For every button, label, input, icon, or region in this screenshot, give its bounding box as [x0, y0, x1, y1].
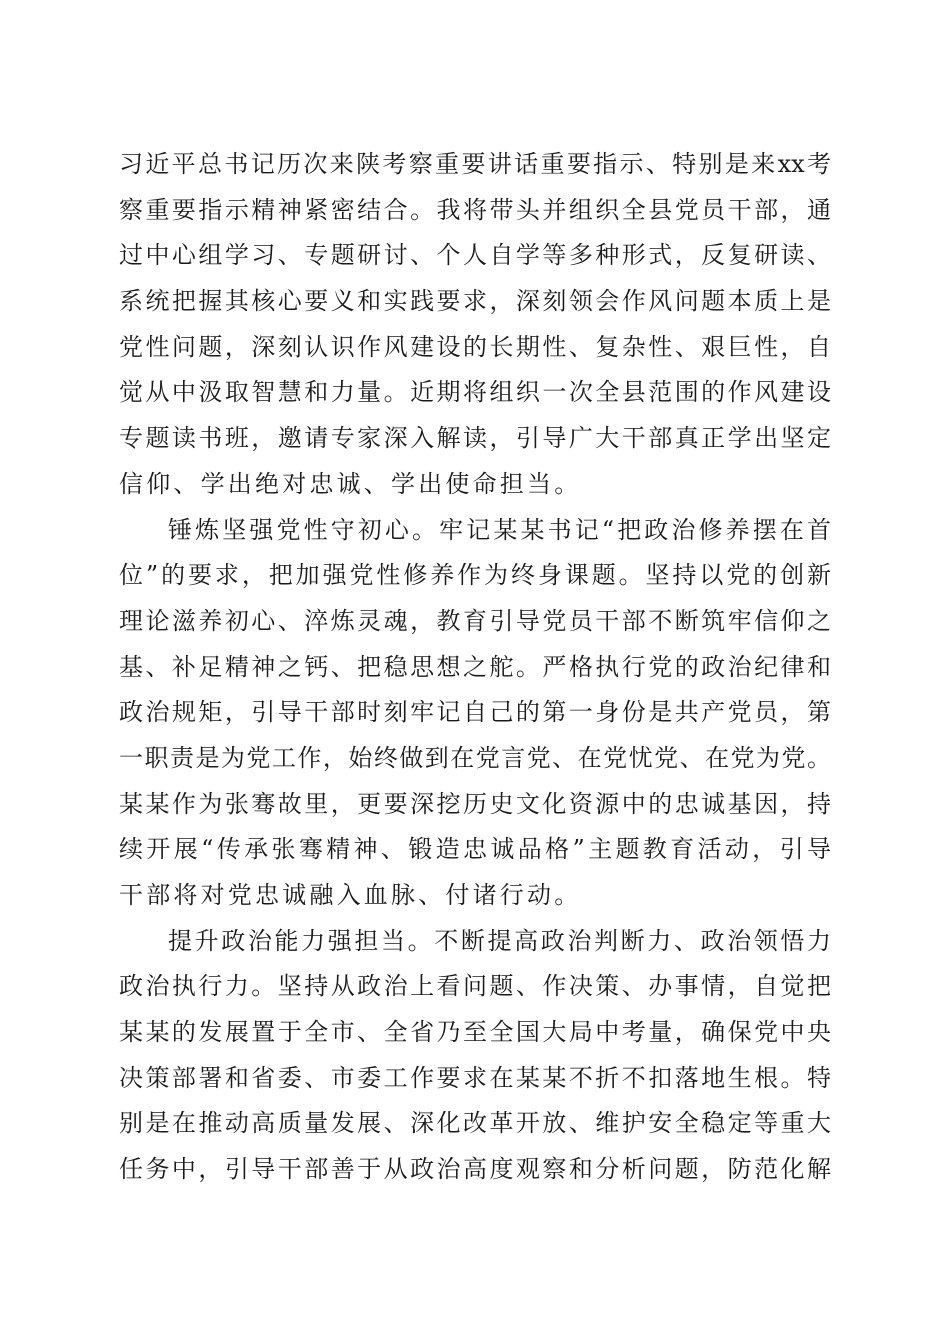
text-line: 察重要指示精神紧密结合。我将带头并组织全县党员干部，通 [119, 195, 831, 224]
text-line: 某某作为张骞故里，更要深挖历史文化资源中的忠诚基因，持 [119, 789, 831, 818]
text-line: 基、补足精神之钙、把稳思想之舵。严格执行党的政治纪律和 [119, 652, 831, 681]
text-line: 位”的要求，把加强党性修养作为终身课题。坚持以党的创新 [119, 561, 831, 590]
text-line: 干部将对党忠诚融入血脉、付诸行动。 [119, 881, 582, 909]
paragraph-2 [119, 508, 831, 919]
text-line: 政治规矩，引导干部时刻牢记自己的第一身份是共产党员，第 [119, 698, 831, 727]
document-body [119, 142, 831, 1193]
text-line: 锤炼坚强党性守初心。牢记某某书记“把政治修养摆在首 [168, 515, 831, 544]
text-line: 任务中，引导干部善于从政治高度观察和分析问题，防范化解 [119, 1155, 831, 1184]
text-line: 政治执行力。坚持从政治上看问题、作决策、办事情，自觉把 [119, 972, 831, 1001]
text-line: 某某的发展置于全市、全省乃至全国大局中考量，确保党中央 [119, 1018, 831, 1047]
text-line: 党性问题，深刻认识作风建设的长期性、复杂性、艰巨性，自 [119, 332, 831, 361]
text-line: 过中心组学习、专题研讨、个人自学等多种形式，反复研读、 [119, 241, 831, 270]
text-line: 觉从中汲取智慧和力量。近期将组织一次全县范围的作风建设 [119, 378, 831, 407]
text-line: 系统把握其核心要义和实践要求，深刻领会作风问题本质上是 [119, 287, 831, 316]
paragraph-1 [119, 142, 831, 508]
text-line: 提升政治能力强担当。不断提高政治判断力、政治领悟力 [168, 926, 831, 955]
text-line: 习近平总书记历次来陕考察重要讲话重要指示、特别是来xx考 [119, 150, 831, 178]
text-line: 理论滋养初心、淬炼灵魂，教育引导党员干部不断筑牢信仰之 [119, 606, 831, 635]
text-line: 专题读书班，邀请专家深入解读，引导广大干部真正学出坚定 [119, 424, 831, 453]
text-line: 决策部署和省委、市委工作要求在某某不折不扣落地生根。特 [119, 1063, 831, 1092]
paragraph-3 [119, 919, 831, 1193]
text-line: 信仰、学出绝对忠诚、学出使命担当。 [119, 469, 582, 498]
text-line: 别是在推动高质量发展、深化改革开放、维护安全稳定等重大 [119, 1109, 831, 1138]
text-line: 续开展“传承张骞精神、锻造忠诚品格”主题教育活动，引导 [119, 835, 831, 864]
text-line: 一职责是为党工作，始终做到在党言党、在党忧党、在党为党。 [119, 743, 831, 772]
